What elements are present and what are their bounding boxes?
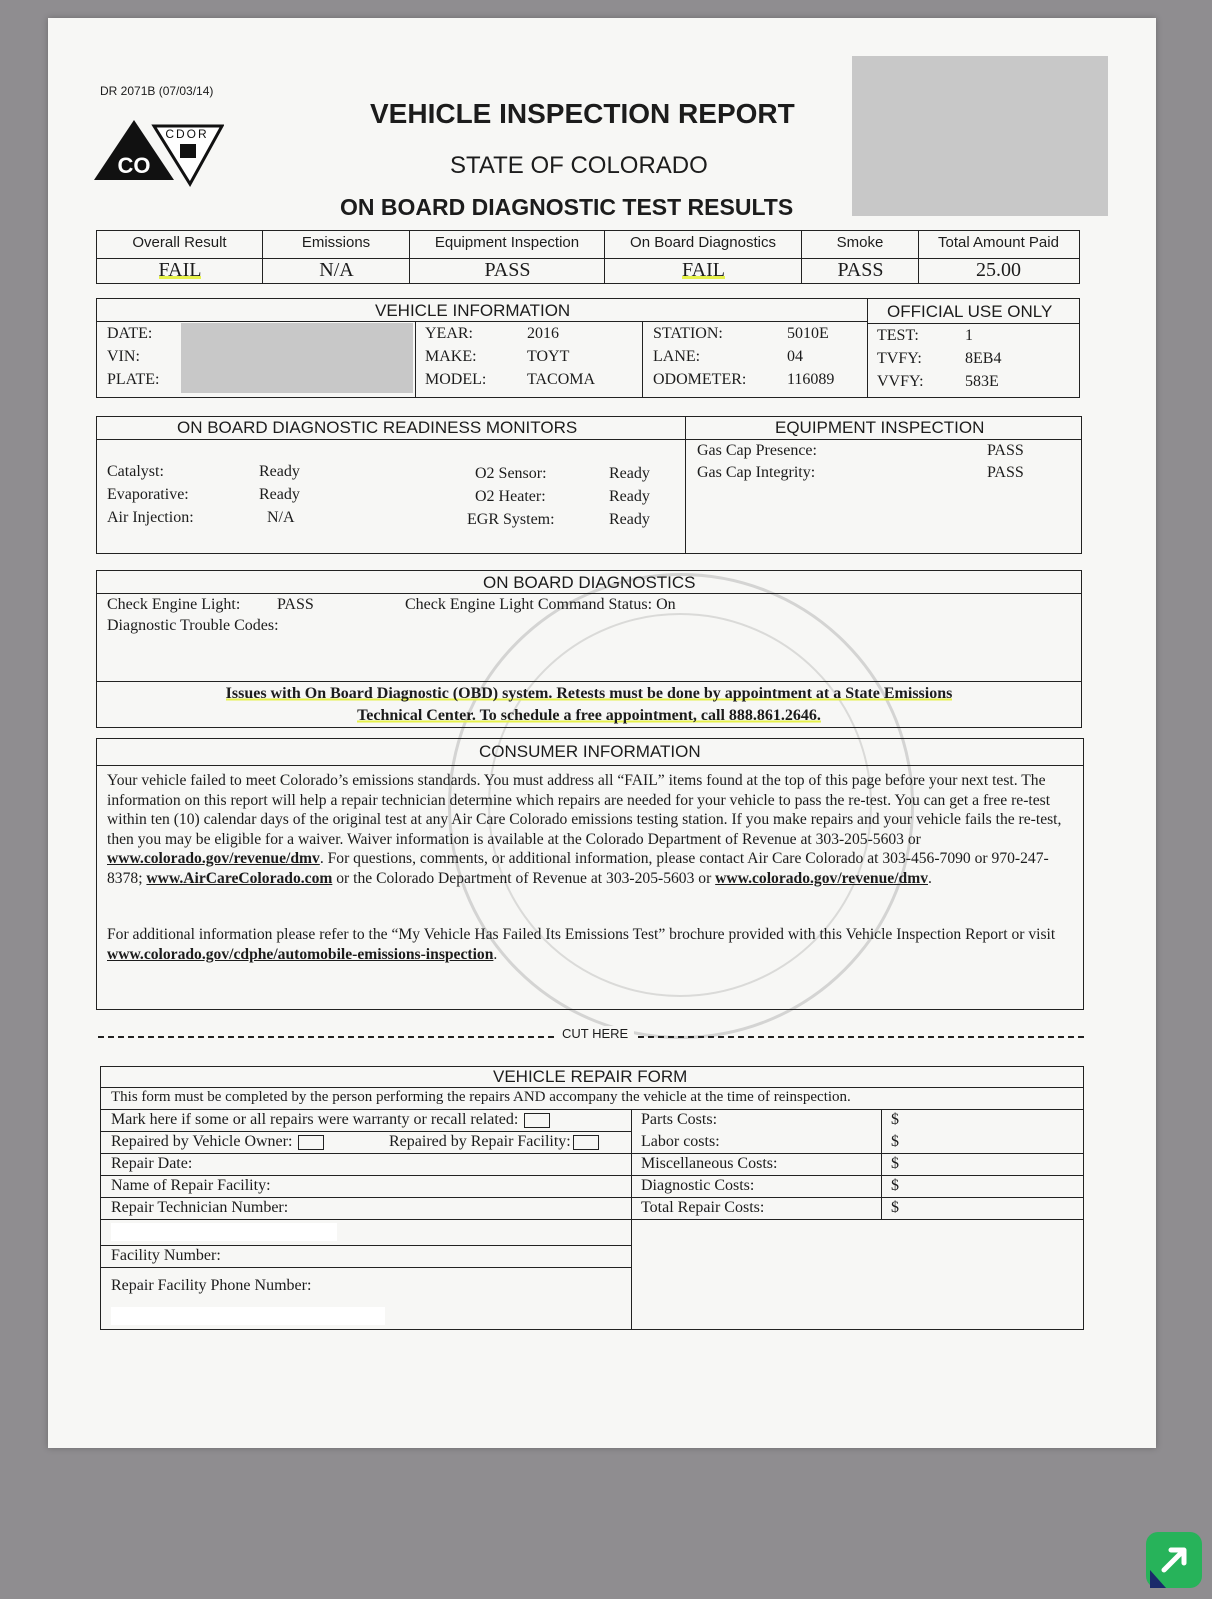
inspection-report-paper	[48, 18, 1156, 1448]
o2-sensor-value: Ready	[609, 465, 650, 482]
official-use-header: OFFICIAL USE ONLY	[887, 302, 1053, 321]
link-aircare[interactable]: www.AirCareColorado.com	[146, 869, 333, 887]
consumer-text-6: .	[493, 945, 498, 963]
tvfy-value: 8EB4	[965, 350, 1002, 367]
vin-label: VIN:	[107, 348, 140, 365]
warranty-label: Mark here if some or all repairs were warranty or recall related:	[111, 1111, 550, 1129]
evaporative-label: Evaporative:	[107, 486, 189, 503]
logo-cdor-text: CDOR	[165, 127, 209, 141]
consumer-info-paragraph-2	[107, 925, 1071, 964]
gas-cap-integrity-label: Gas Cap Integrity:	[697, 464, 816, 481]
model-value: TACOMA	[527, 371, 596, 388]
by-owner-checkbox[interactable]	[298, 1135, 324, 1150]
labor-costs-label: Labor costs:	[641, 1133, 720, 1150]
header-obd: On Board Diagnostics	[630, 234, 776, 251]
date-label: DATE:	[107, 325, 153, 342]
facility-name-label: Name of Repair Facility:	[111, 1177, 271, 1194]
repair-date-label: Repair Date:	[111, 1155, 193, 1172]
vvfy-value: 583E	[965, 373, 999, 390]
model-label: MODEL:	[425, 371, 487, 388]
odometer-label: ODOMETER:	[653, 371, 747, 388]
year-label: YEAR:	[425, 325, 473, 342]
value-emissions: N/A	[319, 259, 354, 281]
total-costs-value: $	[891, 1199, 899, 1216]
vehicle-info-section	[96, 298, 1080, 398]
repair-form-instructions: This form must be completed by the person performing the repairs AND accompany the vehicle at the time of reinspection.	[111, 1089, 851, 1105]
o2-sensor-label: O2 Sensor:	[475, 465, 547, 482]
cel-value: PASS	[277, 596, 314, 613]
value-smoke: PASS	[837, 259, 884, 281]
obd-header: ON BOARD DIAGNOSTICS	[483, 573, 696, 592]
header-emissions: Emissions	[301, 234, 371, 251]
readiness-equipment-section	[96, 416, 1082, 554]
share-arrow-icon[interactable]	[1144, 1530, 1204, 1590]
readiness-header: ON BOARD DIAGNOSTIC READINESS MONITORS	[177, 418, 578, 437]
gas-cap-integrity-value: PASS	[987, 464, 1024, 481]
facility-number-label: Facility Number:	[111, 1247, 221, 1264]
redacted-area	[852, 56, 1108, 216]
vvfy-label: VVFY:	[877, 373, 924, 390]
egr-value: Ready	[609, 511, 650, 528]
consumer-info-paragraph	[107, 771, 1071, 888]
link-cdphe[interactable]: www.colorado.gov/cdphe/automobile-emissions-inspection	[107, 945, 494, 963]
by-facility-label: Repaired by Repair Facility:	[389, 1133, 599, 1151]
lane-label: LANE:	[653, 348, 701, 365]
results-table	[96, 230, 1080, 284]
header-total-paid: Total Amount Paid	[938, 234, 1059, 251]
parts-costs-label: Parts Costs:	[641, 1111, 718, 1128]
make-label: MAKE:	[425, 348, 477, 365]
redacted-phone	[111, 1307, 385, 1325]
report-subtitle-obd: ON BOARD DIAGNOSTIC TEST RESULTS	[340, 194, 794, 220]
header-overall-result: Overall Result	[132, 234, 227, 251]
consumer-text-1: Your vehicle failed to meet Colorado’s emissions standards. You must address all “FAIL” items found at the top of this page before your next test. The information on this report will help a repair technician determine which repairs are needed for your vehicle to pass the re-test. You can get a free re-test within ten (10) calendar days of the original test at any Air Care Colorado emissions testing station. If you make repairs and your vehicle fails the re-test, then you may be eligible for a waiver. Waiver information is available at the Colorado Department of Revenue at 303-205-5603 or	[107, 772, 1062, 848]
facility-phone-label: Repair Facility Phone Number:	[111, 1277, 312, 1294]
consumer-text-5: For additional information please refer to the “My Vehicle Has Failed Its Emissions Test” brochure provided with this Vehicle Inspection Report or visit	[107, 926, 1056, 943]
gas-cap-presence-value: PASS	[987, 442, 1024, 459]
obd-notice-line1: Issues with On Board Diagnostic (OBD) system. Retests must be done by appointment at a State Emissions	[225, 685, 953, 702]
catalyst-value: Ready	[259, 463, 300, 480]
consumer-text-4: .	[928, 869, 932, 887]
station-label: STATION:	[653, 325, 723, 342]
link-dmv-1[interactable]: www.colorado.gov/revenue/dmv	[107, 850, 320, 867]
cdor-logo	[94, 118, 224, 188]
consumer-text-2: . For questions, comments, or additional information, please contact Air Care Colorado at 303-456-7090 or 970-247-8378;	[107, 850, 1049, 887]
lane-value: 04	[787, 348, 803, 365]
value-obd: FAIL	[682, 259, 725, 281]
test-value: 1	[965, 327, 973, 344]
obd-notice-line2: Technical Center. To schedule a free appointment, call 888.861.2646.	[357, 707, 821, 724]
value-total-paid: 25.00	[976, 259, 1021, 281]
repair-form-header: VEHICLE REPAIR FORM	[493, 1067, 688, 1086]
diagnostic-costs-label: Diagnostic Costs:	[641, 1177, 755, 1194]
o2-heater-value: Ready	[609, 488, 650, 505]
air-injection-label: Air Injection:	[107, 509, 194, 526]
make-value: TOYT	[527, 348, 570, 365]
parts-costs-value: $	[891, 1111, 899, 1128]
by-owner-label: Repaired by Vehicle Owner:	[111, 1133, 324, 1151]
cel-label: Check Engine Light:	[107, 596, 241, 613]
gas-cap-presence-label: Gas Cap Presence:	[697, 442, 817, 459]
station-value: 5010E	[787, 325, 829, 342]
dtc-label: Diagnostic Trouble Codes:	[107, 617, 279, 634]
consumer-info-section	[96, 738, 1084, 1010]
labor-costs-value: $	[891, 1133, 899, 1150]
cut-here-label: CUT HERE	[556, 1026, 634, 1041]
misc-costs-value: $	[891, 1155, 899, 1172]
diagnostic-costs-value: $	[891, 1177, 899, 1194]
report-subtitle: STATE OF COLORADO	[450, 152, 708, 179]
report-title: VEHICLE INSPECTION REPORT	[370, 98, 795, 129]
tvfy-label: TVFY:	[877, 350, 922, 367]
cel-command-status: Check Engine Light Command Status: On	[405, 596, 676, 613]
tech-number-label: Repair Technician Number:	[111, 1199, 289, 1216]
header-smoke: Smoke	[836, 234, 884, 251]
repair-form-section	[100, 1066, 1084, 1330]
equipment-header: EQUIPMENT INSPECTION	[775, 418, 985, 437]
air-injection-value: N/A	[267, 509, 295, 526]
vehicle-info-header: VEHICLE INFORMATION	[375, 301, 571, 320]
by-facility-checkbox[interactable]	[573, 1135, 599, 1150]
evaporative-value: Ready	[259, 486, 300, 503]
odometer-value: 116089	[787, 371, 835, 388]
catalyst-label: Catalyst:	[107, 463, 164, 480]
logo-co-text: CO	[117, 153, 151, 178]
plate-label: PLATE:	[107, 371, 160, 388]
value-overall-result: FAIL	[158, 259, 202, 281]
form-number: DR 2071B (07/03/14)	[100, 84, 214, 98]
egr-label: EGR System:	[467, 511, 555, 528]
misc-costs-label: Miscellaneous Costs:	[641, 1155, 778, 1172]
header-equipment-inspection: Equipment Inspection	[434, 234, 580, 251]
warranty-checkbox[interactable]	[524, 1113, 550, 1128]
consumer-text-3: or the Colorado Department of Revenue at 303-205-5603 or	[332, 869, 716, 887]
consumer-info-header: CONSUMER INFORMATION	[479, 742, 701, 761]
o2-heater-label: O2 Heater:	[475, 488, 546, 505]
year-value: 2016	[527, 325, 559, 342]
link-dmv-2[interactable]: www.colorado.gov/revenue/dmv	[715, 869, 928, 887]
redacted-tech-number	[111, 1223, 337, 1241]
value-equipment-inspection: PASS	[484, 259, 531, 281]
test-label: TEST:	[877, 327, 919, 344]
obd-section	[96, 570, 1082, 728]
total-costs-label: Total Repair Costs:	[641, 1199, 765, 1216]
redacted-vin-plate	[181, 323, 413, 393]
